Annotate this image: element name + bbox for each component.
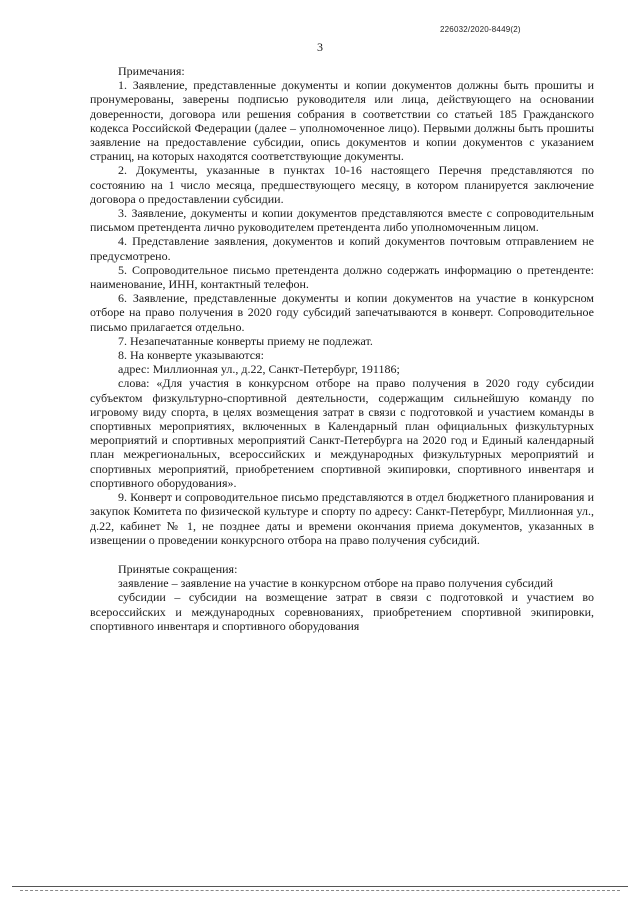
notes-title: Примечания:: [118, 64, 185, 78]
note-item-1: 1. Заявление, представленные документы и копии документов должны быть прошиты и пронумерованы, заверены подписью руководителя или лица, действующего на основании доверенности, договора или решения собрания в соответствии со статьей 185 Гражданского кодекса Российской Федерации (далее – уполномоченное лицо). Первыми должны быть прошиты заявление на предоставление субсидии, опись документов и копии документов с указанием страниц, на которых находятся соответствующие документы.: [90, 78, 594, 164]
abbreviations-title: Принятые сокращения:: [118, 561, 238, 576]
note-item-8-words: слова: «Для участия в конкурсном отборе на право получения в 2020 году субсидии субъектом физкультурно-спортивной деятельности, содержащим сильнейшую команду по игровому виду спорта, в целях возмещения затрат в связи с подготовкой и участием команды в спортивных мероприятиях, включенных в Календарный план официальных физкультурных мероприятий и спортивных мероприятий Санкт-Петербурга на 2020 год и Единый календарный план межрегиональных, всероссийских и международных физкультурных мероприятий и спортивных мероприятий, приобретением спортивной экипировки, спортивного инвентаря и спортивного оборудования».: [90, 376, 594, 490]
note-item-9: 9. Конверт и сопроводительное письмо представляются в отдел бюджетного планирования и закупок Комитета по физической культуре и спорту по адресу: Санкт-Петербург, Миллионная ул., д.22, кабинет № 1, не позднее даты и времени окончания приема документов, указанных в извещении о проведении конкурсного отбора на право получения субсидий.: [90, 490, 594, 547]
document-number: 226032/2020-8449(2): [440, 25, 521, 34]
page-number: 3: [317, 40, 323, 54]
note-item-8-address: адрес: Миллионная ул., д.22, Санкт-Петербург, 191186;: [118, 362, 400, 377]
note-item-5: 5. Сопроводительное письмо претендента должно содержать информацию о претенденте: наименование, ИНН, контактный телефон.: [90, 262, 594, 292]
note-item-8: 8. На конверте указываются:: [118, 348, 264, 363]
abbreviation-item-2: субсидии – субсидии на возмещение затрат в связи с подготовкой и участием во всероссийских и международных соревнованиях, приобретением спортивной экипировки, спортивного инвентаря и спортивного оборудования: [90, 590, 594, 633]
note-item-7: 7. Незапечатанные конверты приему не подлежат.: [118, 333, 373, 348]
note-item-6: 6. Заявление, представленные документы и копии документов на участие в конкурсном отборе на право получения в 2020 году субсидий запечатываются в конверт. Сопроводительное письмо прилагается отдельно.: [90, 291, 594, 334]
scan-edge-line: [12, 886, 628, 887]
section-gap: [90, 547, 594, 562]
note-item-3: 3. Заявление, документы и копии документов представляются вместе с сопроводительным письмом претендента лично руководителем претендента либо уполномоченным лицом.: [90, 206, 594, 235]
note-item-4: 4. Представление заявления, документов и копий документов почтовым отправлением не предусмотрено.: [90, 234, 594, 263]
scan-edge-line-dashed: [20, 890, 620, 891]
document-body: [90, 64, 594, 633]
note-item-2: 2. Документы, указанные в пунктах 10-16 настоящего Перечня представляются по состоянию на 1 число месяца, предшествующего месяцу, в котором планируется заключение договора о предоставлении субсидии.: [90, 163, 594, 206]
abbreviation-item-1: заявление – заявление на участие в конкурсном отборе на право получения субсидий: [118, 576, 554, 591]
